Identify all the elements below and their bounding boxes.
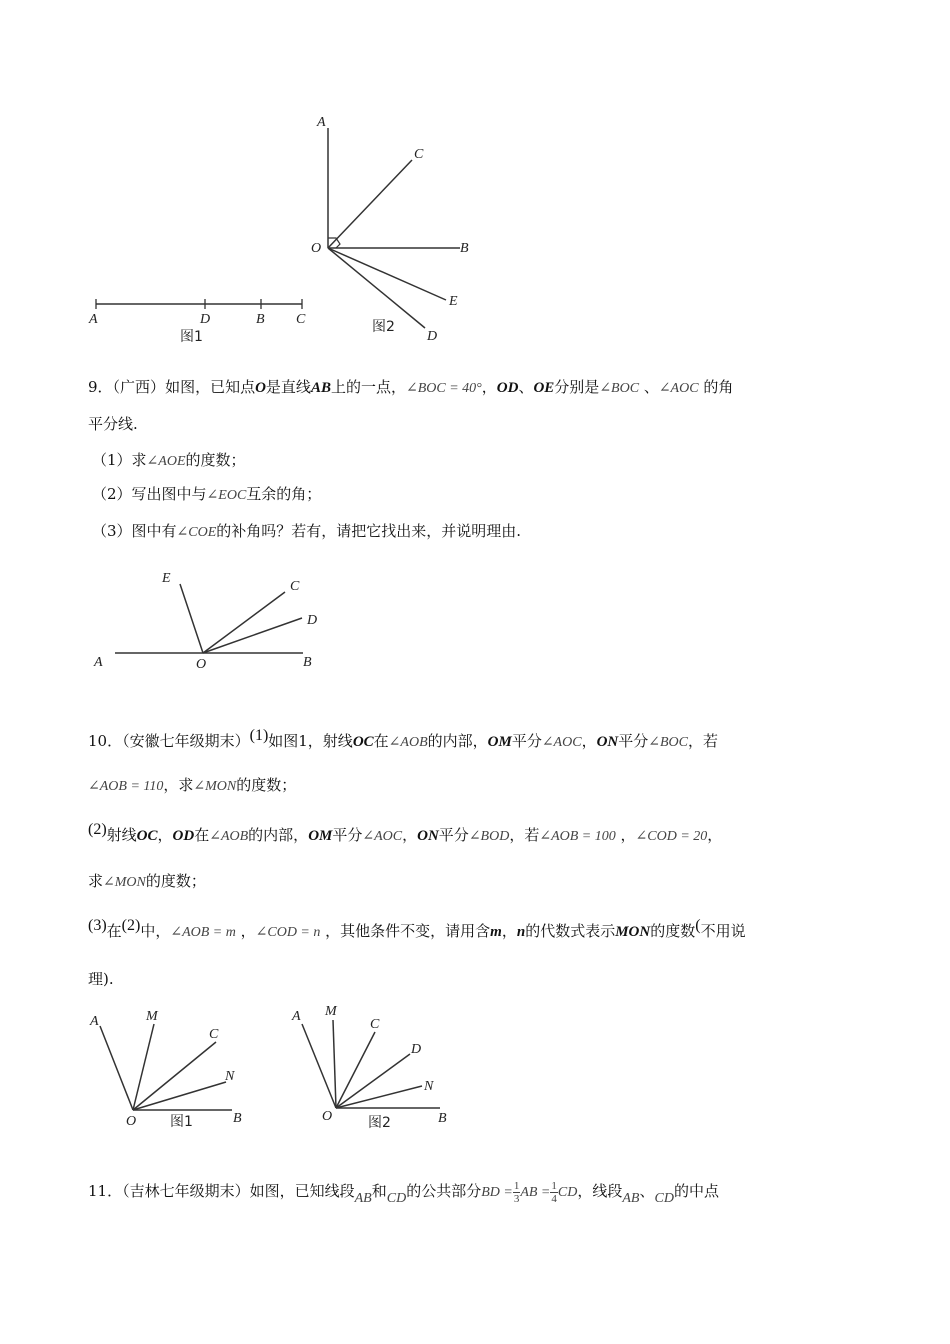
q9-fig-label-e: E bbox=[162, 571, 171, 586]
q9-text: （3）图中有 bbox=[92, 522, 177, 540]
q10-text: ， bbox=[157, 826, 173, 844]
q10-text: 平分 bbox=[511, 732, 542, 750]
q10-fig1-label-n: N bbox=[225, 1069, 235, 1084]
q10-fig2-label-n: N bbox=[424, 1079, 434, 1094]
q10-text: 平分 bbox=[618, 732, 649, 750]
q10-text: ， bbox=[501, 922, 517, 940]
q9-text: 的度数； bbox=[185, 451, 246, 469]
q10-text: 中， bbox=[140, 922, 171, 940]
q10-figure-2 bbox=[291, 1004, 447, 1131]
q11-source: （吉林七年级期末） bbox=[122, 1182, 250, 1200]
q10-text: 不用说 bbox=[700, 922, 746, 940]
q9-figure bbox=[0, 560, 950, 680]
q10-text: ， bbox=[707, 826, 723, 844]
fig2-label-a: A bbox=[317, 115, 326, 130]
q10-fig2-label-b: B bbox=[438, 1111, 447, 1126]
q10-part-marker: (2) bbox=[88, 821, 107, 838]
q10-fig2-label-c: C bbox=[370, 1017, 380, 1032]
q9-text: （1）求 bbox=[92, 451, 147, 469]
q10-figure-1 bbox=[89, 1009, 242, 1130]
q11-segment-ab: AB bbox=[622, 1191, 640, 1206]
q10-text: 平分 bbox=[438, 826, 469, 844]
q10-fig2-label-d: D bbox=[411, 1042, 422, 1057]
fig2-caption: 图2 bbox=[372, 319, 395, 335]
q9-text: 分别是 bbox=[554, 378, 600, 396]
q9-number: 9． bbox=[88, 378, 113, 396]
q9-math: ∠EOC bbox=[206, 488, 247, 503]
q10-text: ，其他条件不变，请用含 bbox=[320, 922, 491, 940]
q10-figures bbox=[0, 1000, 950, 1140]
q9-fig-label-o: O bbox=[196, 657, 207, 672]
q9-text: 的补角吗？若有，请把它找出来，并说明理由. bbox=[216, 522, 522, 540]
q11-math: AB = bbox=[520, 1185, 551, 1200]
q11-text: ，线段 bbox=[577, 1182, 623, 1200]
top-figures bbox=[0, 0, 950, 360]
q10-math: ∠AOB = 110 bbox=[88, 779, 164, 794]
q10-fig2-label-a: A bbox=[292, 1009, 301, 1024]
figure-1-segment bbox=[88, 299, 306, 345]
q10-line-6 bbox=[88, 969, 114, 989]
q10-fig1-label-o: O bbox=[126, 1114, 137, 1129]
q10-number: 10． bbox=[88, 732, 123, 750]
q11-segment-cd: CD bbox=[386, 1191, 407, 1206]
q10-text: ，若 bbox=[688, 732, 719, 750]
q10-ray: OC bbox=[136, 828, 158, 844]
q10-fig1-label-c: C bbox=[209, 1027, 219, 1042]
q10-text: 的度数； bbox=[236, 776, 297, 794]
q10-text: 在 bbox=[194, 826, 210, 844]
q10-text: 理). bbox=[88, 970, 114, 988]
q11-frac2-num: 1 bbox=[551, 1179, 557, 1192]
fig1-label-c: C bbox=[296, 312, 306, 327]
q9-fig-label-a: A bbox=[94, 655, 103, 670]
q9-text: ， bbox=[481, 378, 497, 396]
q9-line-1 bbox=[88, 377, 733, 399]
q10-var-n: n bbox=[516, 924, 526, 940]
q10-text: 在 bbox=[373, 732, 389, 750]
q10-fig1-label-m: M bbox=[146, 1009, 158, 1024]
q9-fig-label-b: B bbox=[303, 655, 312, 670]
q10-part-marker: (3) bbox=[88, 917, 107, 934]
q10-ray: ON bbox=[596, 734, 619, 750]
q10-text: 射线 bbox=[106, 826, 137, 844]
q10-var-m: m bbox=[490, 924, 502, 940]
q10-text: 的代数式表示 bbox=[525, 922, 616, 940]
q10-text: ， bbox=[402, 826, 418, 844]
q11-text: 的公共部分 bbox=[406, 1182, 482, 1200]
fig1-label-a: A bbox=[89, 312, 98, 327]
q9-math: ∠AOE bbox=[146, 454, 186, 469]
q10-part-marker: (1) bbox=[249, 727, 269, 744]
fig1-caption: 图1 bbox=[180, 329, 203, 345]
fig1-label-d: D bbox=[200, 312, 211, 327]
q11-segment-cd: CD bbox=[654, 1191, 674, 1206]
q11-math: BD = bbox=[481, 1185, 513, 1200]
q10-fig2-caption: 图2 bbox=[368, 1115, 391, 1131]
figure-2-angles bbox=[311, 115, 469, 344]
q10-fig2-label-m: M bbox=[325, 1004, 337, 1019]
q9-math: ∠BOC = 40° bbox=[405, 381, 482, 396]
q10-fig1-label-a: A bbox=[90, 1014, 99, 1029]
q10-line-5 bbox=[88, 916, 746, 943]
q11-fraction-2 bbox=[550, 1180, 558, 1205]
q9-text: 如图，已知点 bbox=[165, 378, 256, 396]
q11-segment-ab: AB bbox=[354, 1191, 372, 1206]
q9-text: 、 bbox=[518, 378, 534, 396]
q11-text: 的中点 bbox=[673, 1182, 719, 1200]
q10-text: 的内部， bbox=[427, 732, 488, 750]
q9-text: 是直线 bbox=[265, 378, 311, 396]
fig2-label-c: C bbox=[414, 147, 424, 162]
q10-ray: OC bbox=[352, 734, 374, 750]
q10-fig1-caption: 图1 bbox=[170, 1114, 193, 1130]
q11-text: 如图，已知线段 bbox=[249, 1182, 355, 1200]
q11-frac2-den: 4 bbox=[551, 1192, 557, 1205]
q10-line-4 bbox=[88, 871, 206, 893]
q10-text: 的度数； bbox=[145, 872, 206, 890]
q10-math: ∠BOD bbox=[468, 829, 510, 844]
q10-math: ∠AOB bbox=[209, 829, 249, 844]
q10-text: 在 bbox=[106, 922, 122, 940]
q10-math: ∠MON bbox=[103, 875, 146, 890]
q9-part-2 bbox=[92, 484, 321, 506]
q9-text: 、 bbox=[639, 378, 659, 396]
q11-line-1 bbox=[88, 1176, 719, 1214]
q9-line-ab: AB bbox=[310, 380, 331, 396]
q9-ray-od: OD bbox=[496, 380, 519, 396]
q11-text: 和 bbox=[371, 1182, 387, 1200]
q10-source: （安徽七年级期末） bbox=[122, 732, 250, 750]
q10-text: ， bbox=[235, 922, 256, 940]
q10-math: ∠BOC bbox=[648, 735, 688, 750]
q11-text: 、 bbox=[639, 1182, 655, 1200]
q10-text: 平分 bbox=[332, 826, 363, 844]
q10-part-marker: (2) bbox=[121, 917, 141, 934]
fig1-label-b: B bbox=[256, 312, 265, 327]
q11-frac1-num: 1 bbox=[513, 1179, 520, 1192]
q10-text: ，求 bbox=[163, 776, 194, 794]
q9-text: 互余的角； bbox=[246, 485, 322, 503]
q9-line-2: 平分线. bbox=[88, 415, 138, 433]
q9-text: 的角 bbox=[698, 378, 734, 396]
q10-ray: OM bbox=[487, 734, 512, 750]
fig2-label-e: E bbox=[449, 294, 458, 309]
q9-part-1 bbox=[92, 450, 246, 472]
q9-ray-oe: OE bbox=[533, 380, 555, 396]
q11-frac1-den: 3 bbox=[513, 1192, 520, 1205]
q10-math: ∠COD = 20 bbox=[635, 829, 708, 844]
q10-line-3 bbox=[88, 820, 722, 847]
q10-text: 求 bbox=[88, 872, 104, 890]
q11-number: 11． bbox=[88, 1182, 123, 1200]
q10-text: ， bbox=[615, 826, 636, 844]
q10-text: ，若 bbox=[509, 826, 540, 844]
q9-part-3 bbox=[92, 521, 521, 543]
q9-math: ∠COE bbox=[176, 525, 217, 540]
q9-math: ∠AOC bbox=[658, 381, 699, 396]
q11-math: CD bbox=[557, 1185, 578, 1200]
q10-text: 的内部， bbox=[248, 826, 309, 844]
q10-angle-mon: MON bbox=[615, 924, 651, 940]
fig2-label-d: D bbox=[427, 329, 438, 344]
q10-line-2 bbox=[88, 775, 296, 797]
q10-text: ， bbox=[581, 732, 597, 750]
q10-ray: OD bbox=[172, 828, 195, 844]
q10-math: ∠AOC bbox=[362, 829, 403, 844]
q10-math: ∠COD = n bbox=[255, 925, 321, 940]
q10-ray: ON bbox=[417, 828, 439, 844]
fig2-label-o: O bbox=[311, 241, 322, 256]
q10-text: 如图1，射线 bbox=[268, 732, 353, 750]
q10-line-1 bbox=[88, 726, 718, 753]
q10-math: ∠MON bbox=[193, 779, 237, 794]
q9-fig-label-d: D bbox=[307, 613, 318, 628]
q10-math: ∠AOB bbox=[388, 735, 428, 750]
q9-math: ∠BOC bbox=[599, 381, 640, 396]
q10-math: ∠AOC bbox=[541, 735, 582, 750]
q10-fig2-label-o: O bbox=[322, 1109, 333, 1124]
q10-ray: OM bbox=[308, 828, 333, 844]
q9-text: （2）写出图中与 bbox=[92, 485, 207, 503]
q10-math: ∠AOB = m bbox=[170, 925, 236, 940]
q10-fig1-label-b: B bbox=[233, 1111, 242, 1126]
q9-fig-label-c: C bbox=[290, 579, 300, 594]
q10-text: 的度数 bbox=[650, 922, 696, 940]
q9-source: （广西） bbox=[112, 378, 166, 396]
q10-paren: ( bbox=[695, 917, 701, 934]
fig2-label-b: B bbox=[460, 241, 469, 256]
q10-math: ∠AOB = 100 bbox=[539, 829, 616, 844]
q9-point-o: O bbox=[255, 380, 266, 396]
q9-text: 上的一点， bbox=[330, 378, 406, 396]
